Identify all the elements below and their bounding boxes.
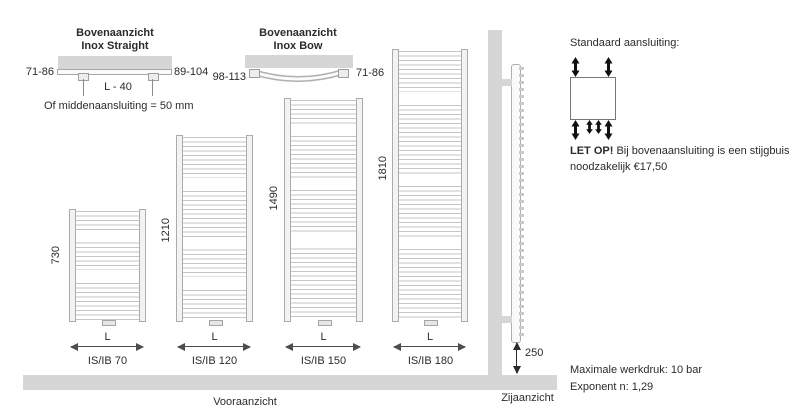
bow-dim-right: 71-86 bbox=[356, 67, 385, 79]
straight-dim-right: 89-104 bbox=[174, 66, 209, 78]
side-view-label: Zijaanzicht bbox=[501, 392, 554, 404]
radiator-isib-70 bbox=[69, 209, 146, 322]
flow-arrow-center-right-icon bbox=[594, 120, 603, 134]
riser-warning bbox=[570, 143, 800, 175]
radiator-isib-150 bbox=[284, 98, 363, 322]
model-label: IS/IB 150 bbox=[300, 355, 347, 367]
bow-tube-arc bbox=[249, 69, 347, 88]
top-view-straight-title-line2: Inox Straight bbox=[81, 40, 149, 52]
radiator-rail-right bbox=[356, 98, 363, 322]
wall bbox=[488, 30, 502, 375]
riser-warning-line1 bbox=[570, 143, 800, 159]
width-dim-arrow bbox=[178, 346, 250, 347]
height-dim-label: 1490 bbox=[268, 186, 280, 211]
top-view-straight-title bbox=[55, 27, 175, 53]
bow-connector-right bbox=[338, 69, 349, 78]
height-dim-label: 1210 bbox=[160, 218, 172, 243]
front-view-label: Vooraanzicht bbox=[213, 396, 277, 408]
model-label: IS/IB 70 bbox=[87, 355, 128, 367]
floor bbox=[23, 375, 557, 390]
flow-arrow-top-left-icon bbox=[570, 57, 581, 77]
spec-block bbox=[570, 362, 702, 396]
towel-gap bbox=[290, 235, 357, 245]
radiator-rail-right bbox=[461, 49, 468, 322]
straight-dim-width: L - 40 bbox=[104, 81, 132, 93]
bow-wall-bar bbox=[245, 55, 353, 68]
width-dim-label: L bbox=[104, 331, 111, 343]
flow-arrow-top-right-icon bbox=[603, 57, 614, 77]
towel-gap bbox=[182, 178, 247, 188]
flow-arrow-center-left-icon bbox=[585, 120, 594, 134]
radiator-rail-right bbox=[246, 135, 253, 322]
straight-connector-right bbox=[148, 73, 159, 81]
radiator-valve bbox=[209, 320, 223, 326]
flow-arrow-bottom-right-icon bbox=[603, 120, 614, 140]
towel-gap bbox=[75, 270, 140, 280]
spec-max-pressure: Maximale werkdruk: 10 bar bbox=[570, 364, 703, 376]
warning-text: Bij bovenaansluiting is een stijgbuis bbox=[613, 145, 790, 157]
bow-connector-left bbox=[249, 69, 260, 78]
wall-bracket-top bbox=[502, 79, 512, 86]
height-dim-label: 1810 bbox=[377, 156, 389, 181]
floor-clearance-label: 250 bbox=[525, 347, 544, 359]
radiator-rail-left bbox=[284, 98, 291, 322]
radiator-rail-left bbox=[392, 49, 399, 322]
width-dim-arrow bbox=[394, 346, 465, 347]
width-dim-arrow bbox=[71, 346, 143, 347]
straight-wall-bar bbox=[58, 56, 172, 69]
height-dim-label: 730 bbox=[50, 246, 62, 265]
width-dim-label: L bbox=[426, 331, 434, 343]
towel-gap bbox=[290, 124, 357, 134]
radiator-tubes bbox=[182, 137, 247, 320]
towel-gap bbox=[398, 92, 462, 102]
towel-gap bbox=[398, 237, 462, 246]
top-view-straight-title-line1: Bovenaanzicht bbox=[76, 27, 154, 39]
radiator-isib-180 bbox=[392, 49, 468, 322]
width-dim-label: L bbox=[320, 331, 327, 343]
radiator-isib-120 bbox=[176, 135, 253, 322]
towel-gap bbox=[182, 237, 247, 247]
towel-gap bbox=[75, 230, 140, 240]
warning-emphasis: LET OP! bbox=[570, 145, 614, 157]
connection-title: Standaard aansluiting: bbox=[570, 37, 680, 49]
connection-box bbox=[570, 77, 616, 120]
radiator-rail-left bbox=[69, 209, 76, 322]
width-dim-arrow bbox=[286, 346, 360, 347]
top-view-bow-title-line1: Bovenaanzicht bbox=[259, 27, 337, 39]
floor-clearance-arrow bbox=[516, 343, 517, 373]
top-view-bow-title bbox=[242, 27, 354, 53]
radiator-valve bbox=[318, 320, 332, 326]
radiator-valve bbox=[424, 320, 438, 326]
radiator-tubes bbox=[75, 211, 140, 320]
flow-arrow-bottom-left-icon bbox=[570, 120, 581, 140]
radiator-rail-right bbox=[139, 209, 146, 322]
model-label: IS/IB 120 bbox=[191, 355, 238, 367]
model-label: IS/IB 180 bbox=[407, 355, 454, 367]
towel-gap bbox=[182, 277, 247, 287]
side-view-tube-ends bbox=[519, 67, 524, 338]
riser-warning-line2: noodzakelijk €17,50 bbox=[570, 161, 668, 173]
radiator-valve bbox=[102, 320, 116, 326]
radiator-rail-left bbox=[176, 135, 183, 322]
towel-gap bbox=[290, 178, 357, 187]
top-view-bow-title-line2: Inox Bow bbox=[273, 40, 323, 52]
wall-bracket-bottom bbox=[502, 316, 512, 323]
center-connection-note: Of middenaansluiting = 50 mm bbox=[44, 100, 194, 112]
towel-gap bbox=[398, 177, 462, 185]
bow-dim-left: 98-113 bbox=[212, 71, 246, 83]
spec-exponent: Exponent n: 1,29 bbox=[570, 381, 654, 393]
straight-dim-left: 71-86 bbox=[25, 66, 54, 78]
width-dim-label: L bbox=[211, 331, 218, 343]
